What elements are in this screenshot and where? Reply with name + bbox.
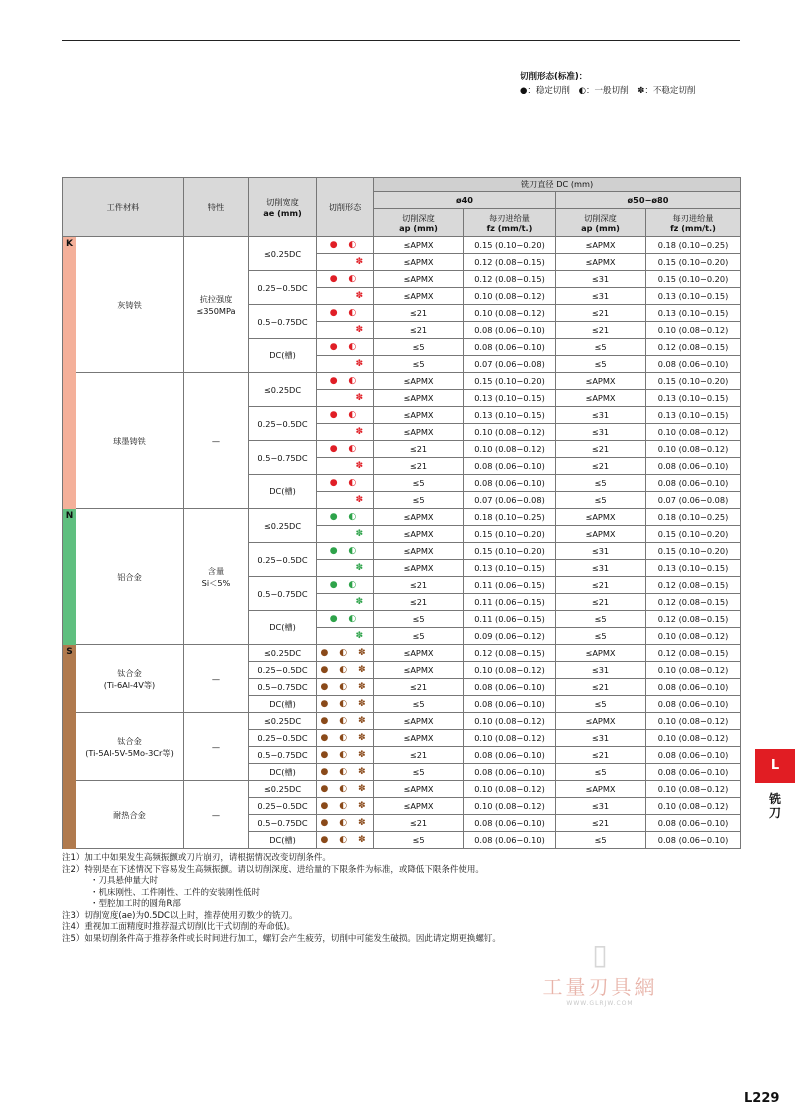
ap-50-cell: ≤21	[556, 322, 646, 339]
fz-50-cell: 0.18 (0.10−0.25)	[646, 237, 741, 254]
cutting-form-icon: ● ◐ ✽	[317, 815, 374, 832]
ap-50-cell: ≤31	[556, 662, 646, 679]
fz-40-cell: 0.15 (0.10−0.20)	[464, 526, 556, 543]
fz-50-cell: 0.15 (0.10−0.20)	[646, 271, 741, 288]
fz-40-cell: 0.10 (0.08−0.12)	[464, 441, 556, 458]
fz-50-cell: 0.08 (0.06−0.10)	[646, 356, 741, 373]
cutting-form-icon: ✽	[317, 560, 374, 577]
ap-40-cell: ≤21	[374, 815, 464, 832]
header-width-l2: ae (mm)	[263, 207, 302, 218]
table-row	[63, 713, 741, 730]
fz-50-cell: 0.12 (0.08−0.15)	[646, 594, 741, 611]
property-cell	[184, 645, 249, 713]
fz-40-cell: 0.11 (0.06−0.15)	[464, 577, 556, 594]
cutting-width-cell: 0.25−0.5DC	[249, 662, 317, 679]
fz-50-cell: 0.13 (0.10−0.15)	[646, 407, 741, 424]
property-cell	[184, 509, 249, 645]
cutting-conditions-table	[62, 177, 741, 849]
fz-40-cell: 0.15 (0.10−0.20)	[464, 373, 556, 390]
cutting-width-cell: 0.5−0.75DC	[249, 305, 317, 339]
ap-label: 切削深度	[402, 212, 435, 223]
fz-50-cell: 0.12 (0.08−0.15)	[646, 645, 741, 662]
cutting-width-cell: ≤0.25DC	[249, 713, 317, 730]
property-text: —	[211, 741, 221, 752]
property-cell	[184, 781, 249, 849]
material-group-band	[63, 781, 76, 848]
ap-40-cell: ≤APMX	[374, 390, 464, 407]
ap-40-cell: ≤5	[374, 339, 464, 356]
property-text: —	[211, 809, 221, 820]
cutting-form-icon: ● ◐	[317, 305, 374, 322]
fz-label: 每刃进给量	[489, 212, 530, 223]
fz-40-cell: 0.18 (0.10−0.25)	[464, 509, 556, 526]
ap-50-cell: ≤5	[556, 832, 646, 849]
header-fz-40	[464, 209, 556, 237]
fz-unit: fz (mm/t.)	[670, 222, 716, 233]
fz-50-cell: 0.10 (0.08−0.12)	[646, 798, 741, 815]
fz-50-cell: 0.08 (0.06−0.10)	[646, 696, 741, 713]
material-group-band	[63, 373, 76, 508]
fz-50-cell: 0.15 (0.10−0.20)	[646, 373, 741, 390]
fz-40-cell: 0.10 (0.08−0.12)	[464, 730, 556, 747]
fz-40-cell: 0.10 (0.08−0.12)	[464, 781, 556, 798]
table-body	[63, 237, 741, 849]
fz-40-cell: 0.08 (0.06−0.10)	[464, 764, 556, 781]
cutting-form-icon: ● ◐	[317, 475, 374, 492]
fz-40-cell: 0.10 (0.08−0.12)	[464, 662, 556, 679]
fz-40-cell: 0.08 (0.06−0.10)	[464, 322, 556, 339]
fz-50-cell: 0.08 (0.06−0.10)	[646, 832, 741, 849]
ap-40-cell: ≤5	[374, 611, 464, 628]
fz-50-cell: 0.08 (0.06−0.10)	[646, 747, 741, 764]
table-row	[63, 509, 741, 526]
fz-50-cell: 0.10 (0.08−0.12)	[646, 781, 741, 798]
watermark-text: 工量刃具網	[542, 975, 658, 999]
top-rule	[62, 40, 740, 41]
note-5: 注5）如果切削条件高于推荐条件或长时间进行加工，螺钉会产生疲劳，切削中可能发生破损。因此请定期更换螺钉。	[62, 933, 501, 944]
fz-50-cell: 0.18 (0.10−0.25)	[646, 509, 741, 526]
cutting-width-cell: 0.5−0.75DC	[249, 679, 317, 696]
property-text: —	[211, 435, 221, 446]
cutting-width-cell: 0.5−0.75DC	[249, 747, 317, 764]
cutting-form-icon: ● ◐	[317, 339, 374, 356]
cutting-form-icon: ✽	[317, 356, 374, 373]
ap-40-cell: ≤APMX	[374, 781, 464, 798]
fz-50-cell: 0.10 (0.08−0.12)	[646, 424, 741, 441]
cutting-form-icon: ● ◐ ✽	[317, 696, 374, 713]
ap-50-cell: ≤31	[556, 560, 646, 577]
fz-40-cell: 0.07 (0.06−0.08)	[464, 492, 556, 509]
fz-50-cell: 0.13 (0.10−0.15)	[646, 560, 741, 577]
ap-50-cell: ≤21	[556, 815, 646, 832]
cutting-form-icon: ● ◐ ✽	[317, 645, 374, 662]
header-ap-50	[556, 209, 646, 237]
material-name: 球墨铸铁	[113, 435, 146, 446]
fz-50-cell: 0.12 (0.08−0.15)	[646, 339, 741, 356]
ap-40-cell: ≤21	[374, 441, 464, 458]
ap-40-cell: ≤21	[374, 458, 464, 475]
fz-50-cell: 0.08 (0.06−0.10)	[646, 458, 741, 475]
material-group-band	[63, 509, 76, 645]
cutting-form-icon: ● ◐	[317, 509, 374, 526]
ap-50-cell: ≤APMX	[556, 781, 646, 798]
property-cell	[184, 373, 249, 509]
ap-40-cell: ≤APMX	[374, 662, 464, 679]
cutting-form-icon: ● ◐	[317, 271, 374, 288]
watermark-logo-icon: ▯	[592, 938, 608, 971]
fz-50-cell: 0.08 (0.06−0.10)	[646, 815, 741, 832]
legend-unstable: ✽：不稳定切削	[637, 86, 696, 96]
cutting-form-icon: ● ◐	[317, 407, 374, 424]
cutting-width-cell: ≤0.25DC	[249, 373, 317, 407]
note-4: 注4）重视加工面精度时推荐湿式切削(比干式切削的寿命低)。	[62, 922, 296, 932]
ap-50-cell: ≤31	[556, 798, 646, 815]
ap-50-cell: ≤21	[556, 441, 646, 458]
table-row	[63, 645, 741, 662]
ap-50-cell: ≤5	[556, 611, 646, 628]
cutting-form-icon: ● ◐	[317, 373, 374, 390]
ap-40-cell: ≤5	[374, 696, 464, 713]
fz-50-cell: 0.10 (0.08−0.12)	[646, 730, 741, 747]
ap-50-cell: ≤31	[556, 407, 646, 424]
fz-50-cell: 0.10 (0.08−0.12)	[646, 322, 741, 339]
table-row	[63, 237, 741, 254]
fz-50-cell: 0.12 (0.08−0.15)	[646, 611, 741, 628]
ap-50-cell: ≤5	[556, 356, 646, 373]
fz-40-cell: 0.12 (0.08−0.15)	[464, 645, 556, 662]
fz-50-cell: 0.10 (0.08−0.12)	[646, 628, 741, 645]
fz-40-cell: 0.08 (0.06−0.10)	[464, 832, 556, 849]
ap-50-cell: ≤APMX	[556, 713, 646, 730]
cutting-form-icon: ✽	[317, 254, 374, 271]
fz-50-cell: 0.15 (0.10−0.20)	[646, 543, 741, 560]
cutting-width-cell: DC(槽)	[249, 339, 317, 373]
page-number: L229	[744, 1091, 780, 1106]
fz-50-cell: 0.13 (0.10−0.15)	[646, 305, 741, 322]
cutting-width-cell: 0.5−0.75DC	[249, 441, 317, 475]
cutting-width-cell: ≤0.25DC	[249, 237, 317, 271]
fz-40-cell: 0.10 (0.08−0.12)	[464, 288, 556, 305]
header-ap-40	[374, 209, 464, 237]
ap-50-cell: ≤APMX	[556, 254, 646, 271]
fz-40-cell: 0.12 (0.08−0.15)	[464, 271, 556, 288]
watermark	[535, 938, 665, 1007]
fz-40-cell: 0.10 (0.08−0.12)	[464, 713, 556, 730]
ap-50-cell: ≤APMX	[556, 509, 646, 526]
ap-50-cell: ≤5	[556, 628, 646, 645]
cutting-form-icon: ● ◐ ✽	[317, 747, 374, 764]
watermark-url: WWW.GLRJW.COM	[566, 1000, 634, 1007]
cutting-form-icon: ● ◐	[317, 237, 374, 254]
ap-40-cell: ≤5	[374, 764, 464, 781]
ap-40-cell: ≤5	[374, 628, 464, 645]
cutting-width-cell: DC(槽)	[249, 764, 317, 781]
table-row	[63, 373, 741, 390]
ap-50-cell: ≤5	[556, 492, 646, 509]
ap-40-cell: ≤APMX	[374, 424, 464, 441]
cutting-form-icon: ● ◐	[317, 543, 374, 560]
cutting-width-cell: 0.25−0.5DC	[249, 798, 317, 815]
cutting-width-cell: DC(槽)	[249, 832, 317, 849]
material-subname: (Ti-6Al-4V等)	[103, 679, 156, 690]
ap-40-cell: ≤APMX	[374, 730, 464, 747]
fz-40-cell: 0.15 (0.10−0.20)	[464, 237, 556, 254]
ap-40-cell: ≤APMX	[374, 509, 464, 526]
material-name: 钛合金	[117, 735, 142, 746]
fz-50-cell: 0.08 (0.06−0.10)	[646, 679, 741, 696]
table-row	[63, 781, 741, 798]
ap-50-cell: ≤21	[556, 577, 646, 594]
cutting-width-cell: ≤0.25DC	[249, 645, 317, 662]
fz-40-cell: 0.13 (0.10−0.15)	[464, 407, 556, 424]
fz-50-cell: 0.10 (0.08−0.12)	[646, 441, 741, 458]
material-group-code: S	[66, 647, 73, 657]
property-value: Si＜5%	[201, 577, 231, 588]
material-name: 铝合金	[117, 571, 142, 582]
ap-40-cell: ≤APMX	[374, 271, 464, 288]
ap-40-cell: ≤21	[374, 322, 464, 339]
cutting-form-icon: ● ◐ ✽	[317, 713, 374, 730]
ap-40-cell: ≤21	[374, 594, 464, 611]
ap-40-cell: ≤APMX	[374, 713, 464, 730]
ap-50-cell: ≤APMX	[556, 390, 646, 407]
material-cell	[63, 713, 184, 781]
legend-normal: ◐：一般切削	[578, 86, 629, 96]
material-cell	[63, 373, 184, 509]
note-1: 注1）加工中如果发生高频振颤或刀片崩刃，请根据情况改变切削条件。	[62, 853, 331, 863]
fz-40-cell: 0.15 (0.10−0.20)	[464, 543, 556, 560]
ap-40-cell: ≤APMX	[374, 560, 464, 577]
material-name: 耐热合金	[113, 809, 146, 820]
ap-40-cell: ≤5	[374, 832, 464, 849]
ap-40-cell: ≤APMX	[374, 407, 464, 424]
note-2-item-1: ・刀具悬伸量大时	[90, 876, 159, 886]
material-cell	[63, 509, 184, 645]
ap-50-cell: ≤31	[556, 271, 646, 288]
ap-50-cell: ≤APMX	[556, 526, 646, 543]
cutting-form-icon: ✽	[317, 424, 374, 441]
fz-40-cell: 0.10 (0.08−0.12)	[464, 424, 556, 441]
ap-40-cell: ≤APMX	[374, 254, 464, 271]
ap-50-cell: ≤31	[556, 288, 646, 305]
fz-50-cell: 0.13 (0.10−0.15)	[646, 288, 741, 305]
material-name: 钛合金	[117, 667, 142, 678]
section-label: 铣刀	[768, 792, 781, 820]
fz-unit: fz (mm/t.)	[486, 222, 533, 233]
ap-50-cell: ≤31	[556, 424, 646, 441]
ap-50-cell: ≤21	[556, 594, 646, 611]
header-d50: ø50−ø80	[556, 192, 741, 209]
property-text: 含量	[207, 565, 225, 576]
cutting-width-cell: ≤0.25DC	[249, 781, 317, 798]
cutting-width-cell: 0.25−0.5DC	[249, 543, 317, 577]
fz-50-cell: 0.12 (0.08−0.15)	[646, 577, 741, 594]
ap-40-cell: ≤APMX	[374, 237, 464, 254]
ap-40-cell: ≤21	[374, 679, 464, 696]
fz-50-cell: 0.07 (0.06−0.08)	[646, 492, 741, 509]
fz-50-cell: 0.15 (0.10−0.20)	[646, 526, 741, 543]
fz-label: 每刃进给量	[672, 212, 714, 223]
ap-40-cell: ≤APMX	[374, 288, 464, 305]
ap-50-cell: ≤21	[556, 305, 646, 322]
cutting-form-icon: ● ◐ ✽	[317, 662, 374, 679]
cutting-width-cell: 0.25−0.5DC	[249, 407, 317, 441]
note-2-item-3: ・型腔加工时的圆角R部	[90, 899, 181, 909]
fz-40-cell: 0.08 (0.06−0.10)	[464, 815, 556, 832]
material-cell	[63, 781, 184, 849]
cutting-width-cell: 0.5−0.75DC	[249, 577, 317, 611]
cutting-form-icon: ✽	[317, 288, 374, 305]
cutting-width-cell: 0.5−0.75DC	[249, 815, 317, 832]
ap-50-cell: ≤5	[556, 764, 646, 781]
ap-50-cell: ≤21	[556, 679, 646, 696]
fz-40-cell: 0.08 (0.06−0.10)	[464, 458, 556, 475]
ap-50-cell: ≤APMX	[556, 237, 646, 254]
fz-40-cell: 0.08 (0.06−0.10)	[464, 679, 556, 696]
cutting-form-icon: ● ◐	[317, 577, 374, 594]
cutting-form-icon: ✽	[317, 628, 374, 645]
ap-unit: ap (mm)	[399, 222, 438, 233]
property-value: ≤350MPa	[196, 305, 236, 316]
cutting-form-icon: ● ◐	[317, 441, 374, 458]
fz-50-cell: 0.13 (0.10−0.15)	[646, 390, 741, 407]
fz-40-cell: 0.13 (0.10−0.15)	[464, 390, 556, 407]
fz-40-cell: 0.08 (0.06−0.10)	[464, 339, 556, 356]
fz-40-cell: 0.08 (0.06−0.10)	[464, 475, 556, 492]
cutting-form-icon: ● ◐ ✽	[317, 764, 374, 781]
note-2: 注2）特别是在下述情况下容易发生高频振颤。请以切削深度、进给量的下限条件为标准，或降低下限条件使用。	[62, 864, 484, 875]
legend	[520, 70, 701, 98]
ap-40-cell: ≤21	[374, 577, 464, 594]
cutting-form-icon: ● ◐ ✽	[317, 832, 374, 849]
fz-40-cell: 0.08 (0.06−0.10)	[464, 696, 556, 713]
note-2-item-2: ・机床刚性、工件刚性、工件的安装刚性低时	[90, 887, 261, 898]
ap-40-cell: ≤5	[374, 356, 464, 373]
ap-50-cell: ≤5	[556, 475, 646, 492]
ap-50-cell: ≤APMX	[556, 645, 646, 662]
section-tab-l[interactable]: L	[755, 749, 795, 783]
footnotes	[62, 853, 762, 945]
legend-stable: ●：稳定切削	[520, 86, 570, 96]
ap-50-cell: ≤21	[556, 747, 646, 764]
ap-label: 切削深度	[584, 212, 617, 223]
fz-40-cell: 0.13 (0.10−0.15)	[464, 560, 556, 577]
property-text: 抗拉强度	[199, 293, 233, 304]
material-subname: (Ti-5Al-5V-5Mo-3Cr等)	[85, 747, 174, 758]
property-cell	[184, 713, 249, 781]
cutting-width-cell: 0.25−0.5DC	[249, 271, 317, 305]
fz-50-cell: 0.15 (0.10−0.20)	[646, 254, 741, 271]
ap-50-cell: ≤APMX	[556, 373, 646, 390]
fz-40-cell: 0.08 (0.06−0.10)	[464, 747, 556, 764]
cutting-form-icon: ✽	[317, 322, 374, 339]
fz-40-cell: 0.07 (0.06−0.08)	[464, 356, 556, 373]
header-fz-50	[646, 209, 741, 237]
cutting-form-icon: ● ◐ ✽	[317, 730, 374, 747]
note-3: 注3）切削宽度(ae)为0.5DC以上时，推荐使用刃数少的铣刀。	[62, 910, 298, 921]
ap-40-cell: ≤APMX	[374, 645, 464, 662]
legend-title: 切削形态(标准)：	[520, 72, 588, 82]
ap-40-cell: ≤APMX	[374, 526, 464, 543]
cutting-form-icon: ✽	[317, 390, 374, 407]
fz-40-cell: 0.11 (0.06−0.15)	[464, 594, 556, 611]
material-group-band	[63, 713, 76, 780]
cutting-width-cell: DC(槽)	[249, 475, 317, 509]
fz-50-cell: 0.08 (0.06−0.10)	[646, 764, 741, 781]
ap-unit: ap (mm)	[581, 222, 620, 233]
ap-50-cell: ≤5	[556, 696, 646, 713]
header-width	[249, 178, 317, 237]
fz-40-cell: 0.10 (0.08−0.12)	[464, 798, 556, 815]
material-group-code: N	[65, 511, 74, 521]
cutting-width-cell: DC(槽)	[249, 696, 317, 713]
cutting-width-cell: DC(槽)	[249, 611, 317, 645]
cutting-form-icon: ✽	[317, 492, 374, 509]
fz-50-cell: 0.08 (0.06−0.10)	[646, 475, 741, 492]
cutting-form-icon: ✽	[317, 526, 374, 543]
ap-50-cell: ≤31	[556, 730, 646, 747]
cutting-width-cell: 0.25−0.5DC	[249, 730, 317, 747]
fz-40-cell: 0.12 (0.08−0.15)	[464, 254, 556, 271]
material-cell	[63, 645, 184, 713]
header-material: 工件材料	[63, 178, 184, 237]
fz-50-cell: 0.10 (0.08−0.12)	[646, 662, 741, 679]
ap-40-cell: ≤21	[374, 747, 464, 764]
header-form: 切削形态	[317, 178, 374, 237]
cutting-form-icon: ● ◐ ✽	[317, 781, 374, 798]
ap-40-cell: ≤APMX	[374, 373, 464, 390]
header-width-l1: 切削宽度	[266, 196, 299, 207]
ap-40-cell: ≤APMX	[374, 798, 464, 815]
ap-50-cell: ≤21	[556, 458, 646, 475]
cutting-form-icon: ● ◐	[317, 611, 374, 628]
fz-40-cell: 0.11 (0.06−0.15)	[464, 611, 556, 628]
material-group-code: K	[66, 239, 73, 249]
header-d40: ø40	[374, 192, 556, 209]
ap-50-cell: ≤5	[556, 339, 646, 356]
cutting-form-icon: ✽	[317, 458, 374, 475]
property-cell	[184, 237, 249, 373]
header-diameter: 铣刀直径 DC (mm)	[374, 178, 741, 192]
material-name: 灰铸铁	[117, 299, 142, 310]
fz-50-cell: 0.10 (0.08−0.12)	[646, 713, 741, 730]
material-cell	[63, 237, 184, 373]
ap-40-cell: ≤APMX	[374, 543, 464, 560]
ap-40-cell: ≤5	[374, 475, 464, 492]
cutting-form-icon: ● ◐ ✽	[317, 798, 374, 815]
cutting-form-icon: ● ◐ ✽	[317, 679, 374, 696]
ap-40-cell: ≤21	[374, 305, 464, 322]
cutting-width-cell: ≤0.25DC	[249, 509, 317, 543]
property-text: —	[211, 673, 221, 684]
fz-40-cell: 0.10 (0.08−0.12)	[464, 305, 556, 322]
fz-40-cell: 0.09 (0.06−0.12)	[464, 628, 556, 645]
cutting-form-icon: ✽	[317, 594, 374, 611]
header-property: 特性	[184, 178, 249, 237]
ap-50-cell: ≤31	[556, 543, 646, 560]
ap-40-cell: ≤5	[374, 492, 464, 509]
